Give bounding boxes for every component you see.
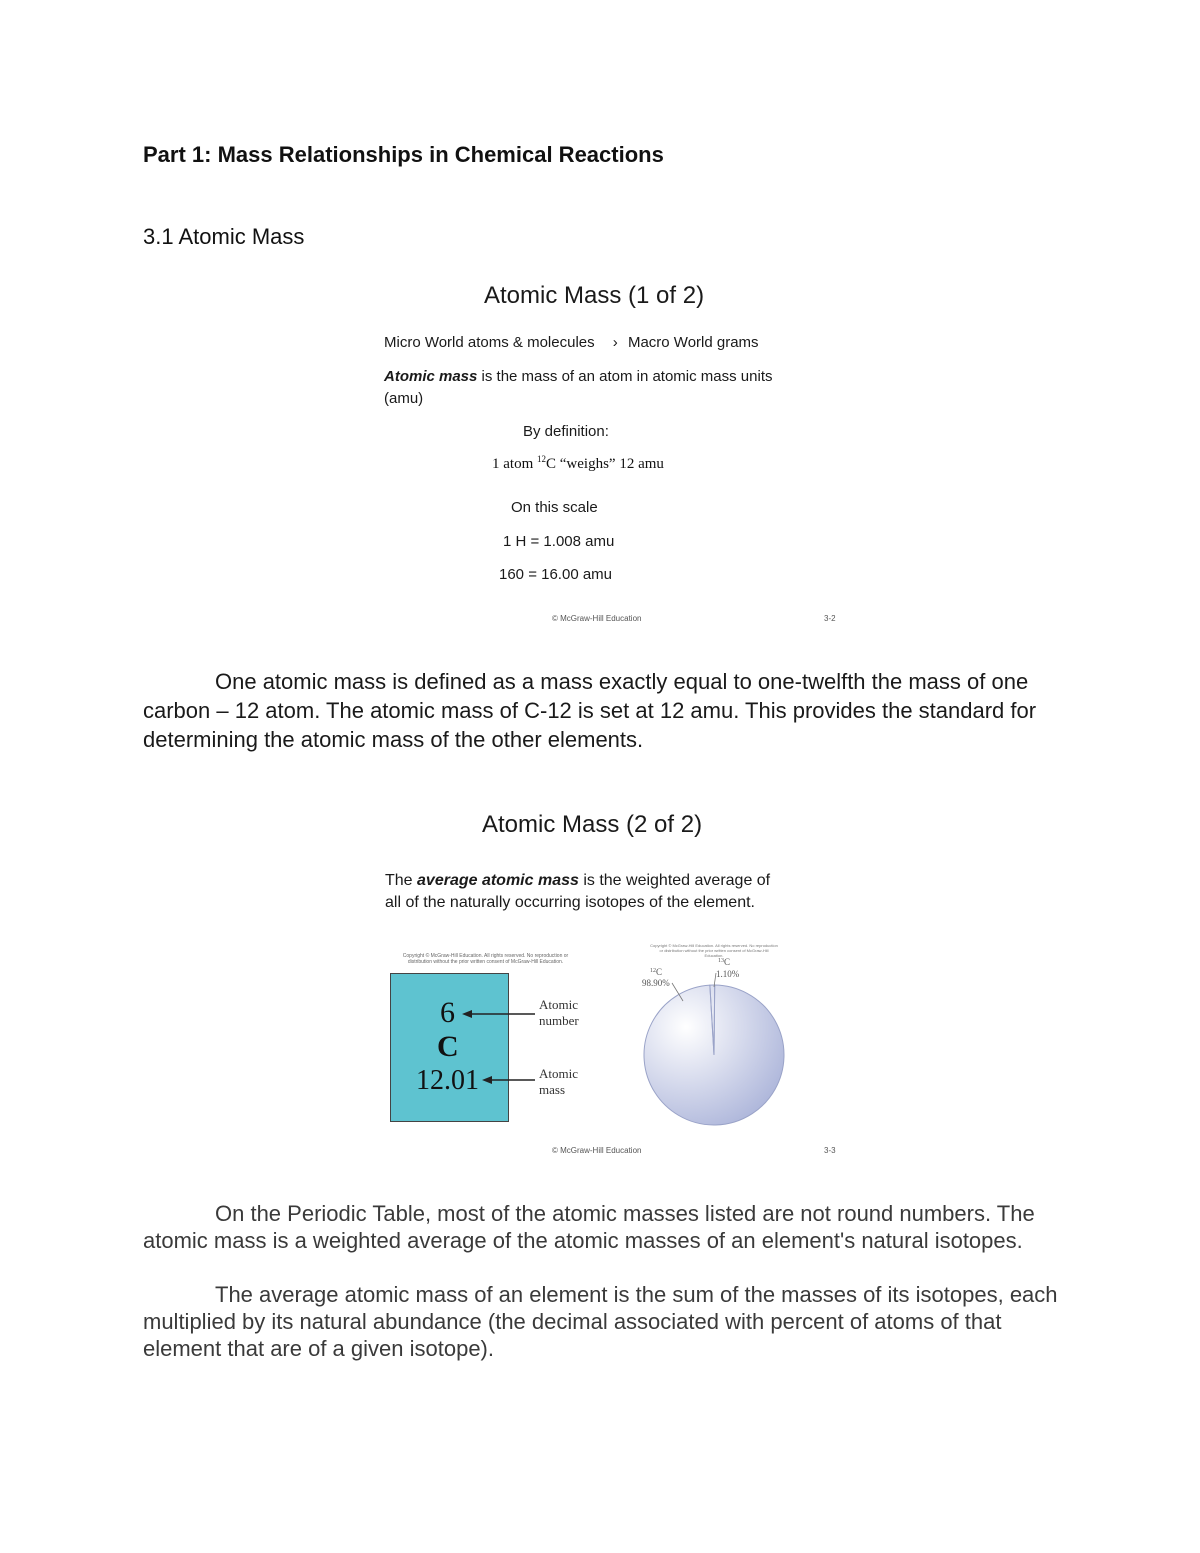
element-atomic-mass: 12.01 bbox=[416, 1065, 479, 1096]
element-atomic-number: 6 bbox=[440, 996, 455, 1029]
atomic-mass-term: Atomic mass bbox=[384, 368, 478, 385]
section-title: 3.1 Atomic Mass bbox=[143, 224, 305, 249]
slide1-title: Atomic Mass (1 of 2) bbox=[484, 282, 705, 309]
hydrogen-mass: 1 H = 1.008 amu bbox=[503, 533, 615, 550]
arrow-icon: › bbox=[612, 334, 618, 351]
slide2-title: Atomic Mass (2 of 2) bbox=[482, 811, 703, 838]
slide1-copyright: © McGraw-Hill Education bbox=[552, 614, 642, 623]
slide1-number: 3-2 bbox=[824, 614, 836, 623]
element-label-arrows bbox=[460, 1005, 540, 1090]
micro-world-text: Micro World atoms & molecules bbox=[384, 334, 595, 351]
c12-percent-label: 98.90% bbox=[642, 978, 670, 988]
by-definition-label: By definition: bbox=[523, 423, 609, 440]
paragraph-atomic-mass-definition: One atomic mass is defined as a mass exactly equal to one-twelfth the mass of one carbon – 12 atom. The atomic mass of C-12 is set at 12 amu. This provides the standard for determining the atomic mass of the other elements. bbox=[143, 669, 1037, 752]
part-title: Part 1: Mass Relationships in Chemical Reactions bbox=[143, 142, 664, 167]
atomic-number-label: Atomic number bbox=[539, 997, 579, 1028]
carbon-12-equation: 1 atom $^{12}$C “weighs” 12 amu bbox=[492, 454, 664, 472]
average-atomic-mass-term: average atomic mass bbox=[417, 872, 579, 889]
definition-rest: is the mass of an atom in atomic mass units bbox=[477, 368, 773, 385]
atomic-mass-label: Atomic mass bbox=[539, 1066, 578, 1097]
slide1-micro-macro bbox=[384, 334, 759, 351]
scale-label: On this scale bbox=[511, 499, 598, 516]
paragraph-periodic-table: On the Periodic Table, most of the atomic masses listed are not round numbers. The atomic mass is a weighted average of the atomic masses of an element's natural isotopes. bbox=[143, 1201, 1035, 1253]
isotope-pie-chart bbox=[620, 955, 820, 1130]
atomic-mass-arrowhead bbox=[482, 1076, 492, 1084]
element-symbol: C bbox=[437, 1030, 459, 1063]
macro-world-text: Macro World grams bbox=[627, 334, 759, 351]
atomic-number-arrowhead bbox=[462, 1010, 472, 1018]
c12-label: $^{12}$C bbox=[650, 967, 663, 977]
paragraph-average-atomic-mass: The average atomic mass of an element is the sum of the masses of its isotopes, each multiplied by its natural abundance (the decimal associated with percent of atoms of that element that are of a given isotope). bbox=[143, 1282, 1058, 1361]
definition-unit: (amu) bbox=[384, 390, 424, 407]
slide2-definition: The average atomic mass is the weighted average of bbox=[385, 872, 771, 889]
slide1-definition bbox=[384, 368, 773, 385]
pie-figure-copyright: Copyright © McGraw-Hill Education. All rights reserved. No reproduction or distribution without the prior written consent of McGraw-Hill Education. bbox=[650, 943, 778, 958]
slide2-number: 3-3 bbox=[824, 1146, 836, 1155]
c13-label: $^{13}$C bbox=[718, 957, 731, 967]
slide2-definition-line2: all of the naturally occurring isotopes of the element. bbox=[385, 894, 755, 911]
element-figure-copyright: Copyright © McGraw-Hill Education. All rights reserved. No reproduction or distribution without the prior written consent of McGraw-Hill Education. bbox=[402, 953, 569, 965]
slide2-copyright: © McGraw-Hill Education bbox=[552, 1146, 642, 1155]
c13-percent-label: 1.10% bbox=[716, 969, 740, 979]
oxygen-mass: 160 = 16.00 amu bbox=[499, 566, 613, 583]
